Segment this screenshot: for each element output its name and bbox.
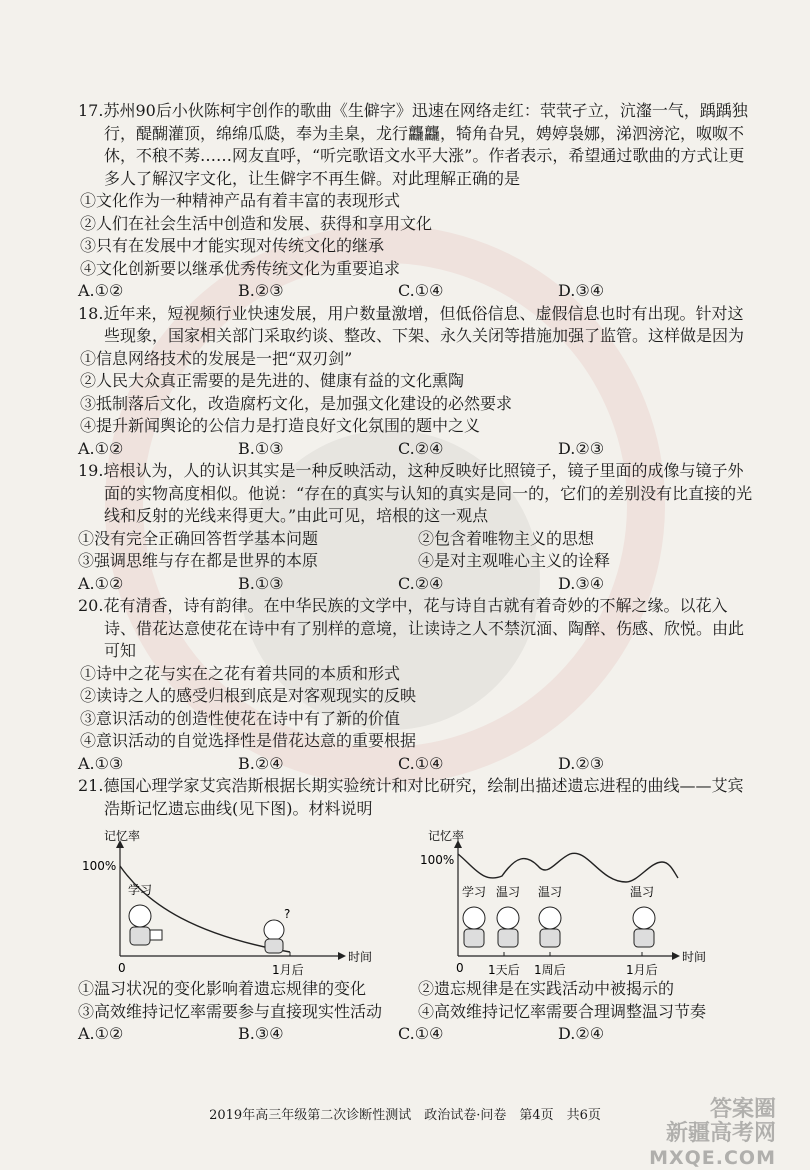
chart-1-annotation: 学习 (128, 883, 153, 897)
chart-2-annotation: 温习 (538, 885, 563, 899)
option: ①文化作为一种精神产品有着丰富的表现形式 (80, 191, 401, 210)
question-number: 18. (78, 303, 104, 323)
chart-2-annotation: 温习 (496, 885, 521, 899)
question-stem: 近年来，短视频行业快速发展，用户数量激增，但低俗信息、虚假信息也时有出现。针对这些现象，国家相关部门采取约谈、整改、下架、永久关闭等措施加强了监管。这样做是因为 (103, 303, 745, 345)
option-row (78, 528, 758, 551)
chart-1-x-arrow (338, 952, 346, 960)
answer-choices (78, 753, 758, 776)
option: ①诗中之花与实在之花有着共同的本质和形式 (80, 663, 401, 683)
confused-student-icon (264, 920, 284, 953)
page-footer: 2019年高三年级第二次诊断性测试 政治试卷·问卷 第4页 共6页 (209, 1108, 601, 1123)
chart-1-xtick: 1月后 (272, 963, 304, 977)
answer-c[interactable]: C.②④ (398, 573, 444, 593)
chart-2-ytick: 100% (420, 853, 455, 867)
option-row (78, 550, 758, 573)
question-21 (78, 775, 758, 1046)
question-stem: 德国心理学家艾宾浩斯根据长期实验统计和对比研究，绘制出描述遗忘进程的曲线——艾宾浩斯记忆遗忘曲线(见下图)。材料说明 (103, 776, 744, 818)
option: ④高效维持记忆率需要合理调整温习节奏 (418, 1001, 707, 1021)
student-figure-icon (539, 907, 561, 947)
answer-b[interactable]: B.①③ (238, 573, 284, 593)
chart-2-ylabel: 记忆率 (428, 829, 465, 843)
option: ①温习状况的变化影响着遗忘规律的变化 (78, 979, 367, 998)
chart-1-ytick: 100% (82, 859, 117, 873)
chart-2-xtick: 1月后 (626, 963, 658, 977)
chart-2-xtick: 1天后 (488, 963, 520, 977)
question-number: 19. (78, 461, 104, 480)
answer-c[interactable]: C.①④ (398, 753, 444, 773)
forgetting-curve-svg (78, 826, 758, 978)
chart-2-x-arrow (672, 952, 680, 960)
option: ④意识活动的自觉选择性是借花达意的重要根据 (80, 731, 417, 750)
option: ④是对主观唯心主义的诠释 (418, 551, 611, 570)
chart-1-ylabel: 记忆率 (104, 829, 141, 843)
option: ③高效维持记忆率需要参与直接现实性活动 (78, 1001, 383, 1021)
watermark-site: MXQE.COM (649, 1147, 776, 1169)
option: ④文化创新要以继承优秀传统文化为重要追求 (80, 258, 401, 278)
answer-d[interactable]: D.③④ (558, 281, 605, 300)
answer-d[interactable]: D.③④ (558, 573, 605, 593)
chart-2-annotation: 温习 (630, 885, 655, 899)
answer-a[interactable]: A.①② (78, 573, 124, 593)
answer-choices (78, 1023, 758, 1046)
answer-b[interactable]: B.②③ (238, 281, 284, 300)
answer-d[interactable]: D.②③ (558, 753, 605, 773)
question-number: 20. (78, 596, 104, 615)
chart-1-origin: 0 (118, 961, 126, 975)
chart-1-question-mark: ? (284, 907, 291, 921)
student-figure-icon (463, 907, 485, 947)
option: ②包含着唯物主义的思想 (418, 528, 595, 548)
question-20 (78, 595, 758, 775)
option: ①没有完全正确回答哲学基本问题 (78, 528, 319, 548)
chart-2 (420, 828, 706, 977)
option: ③强调思维与存在都是世界的本原 (78, 551, 319, 570)
option-row (78, 1001, 758, 1024)
answer-a[interactable]: A.①② (78, 1024, 124, 1043)
option: ②遗忘规律是在实践活动中被揭示的 (418, 979, 675, 998)
site-watermark (649, 1098, 776, 1170)
option: ③意识活动的创造性使花在诗中有了新的价值 (80, 708, 401, 728)
answer-a[interactable]: A.①③ (78, 753, 124, 773)
answer-b[interactable]: B.①③ (238, 438, 284, 458)
option: ②人们在社会生活中创造和发展、获得和享用文化 (80, 213, 433, 233)
answer-b[interactable]: B.③④ (238, 1024, 284, 1043)
student-figure-icon (497, 907, 519, 947)
answer-b[interactable]: B.②④ (238, 753, 284, 773)
question-18 (78, 303, 758, 461)
answer-d[interactable]: D.②④ (558, 1024, 605, 1043)
question-stem: 花有清香，诗有韵律。在中华民族的文学中，花与诗自古就有着奇妙的不解之缘。以花入诗、借花达意使花在诗中有了别样的意境，让读诗之人不禁沉湎、陶醉、伤感、欣悦。由此可知 (103, 596, 745, 660)
watermark-line1: 答案圈 (709, 1097, 776, 1122)
option: ④提升新闻舆论的公信力是打造良好文化氛围的题中之义 (80, 416, 481, 435)
student-figure-icon (129, 905, 162, 945)
chart-2-xlabel: 时间 (682, 950, 707, 964)
answer-a[interactable]: A.①② (78, 281, 124, 300)
chart-1 (82, 828, 372, 977)
option: ②读诗之人的感受归根到底是对客观现实的反映 (80, 686, 417, 705)
question-17 (78, 100, 758, 303)
chart-2-annotation: 学习 (462, 885, 487, 899)
answer-c[interactable]: C.①④ (398, 1024, 444, 1043)
option: ②人民大众真正需要的是先进的、健康有益的文化熏陶 (80, 371, 465, 390)
question-number: 21. (78, 776, 104, 795)
option-row (78, 978, 758, 1001)
watermark-line2: 新疆高考网 (665, 1121, 776, 1146)
question-stem: 培根认为，人的认识其实是一种反映活动，这种反映好比照镜子，镜子里面的成像与镜子外面的实物高度相似。他说：“存在的真实与认知的真实是同一的，它们的差别没有比直接的光线和反射的光线来得更大。”由此可见，培根的这一观点 (103, 461, 753, 525)
answer-c[interactable]: C.②④ (398, 438, 444, 458)
question-list (78, 100, 758, 1046)
chart-1-xlabel: 时间 (348, 950, 373, 964)
chart-2-origin: 0 (456, 961, 464, 975)
question-stem: 苏州90后小伙陈柯宇创作的歌曲《生僻字》迅速在网络走红：茕茕孑立，沆瀣一气，踽踽独行，醍醐灌顶，绵绵瓜瓞，奉为圭臬，龙行龘龘，犄角旮旯，娉婷袅娜，涕泗滂沱，呶呶不休，不稂不莠……网友直呼，“听完歌语文水平大涨”。作者表示，希望通过歌曲的方式让更多人了解汉字文化，让生僻字不再生僻。对此理解正确的是 (103, 101, 748, 188)
chart-2-curve (458, 853, 678, 882)
option: ③抵制落后文化，改造腐朽文化，是加强文化建设的必然要求 (80, 393, 513, 413)
question-number: 17. (78, 101, 104, 120)
answer-c[interactable]: C.①④ (398, 281, 444, 300)
option: ③只有在发展中才能实现对传统文化的继承 (80, 236, 385, 255)
answer-a[interactable]: A.①② (78, 438, 124, 458)
answer-choices (78, 438, 758, 461)
student-figure-icon (633, 907, 655, 947)
option: ①信息网络技术的发展是一把“双刃剑” (80, 348, 353, 368)
answer-choices (78, 280, 758, 303)
answer-d[interactable]: D.②③ (558, 438, 605, 458)
forgetting-curve-figures (78, 826, 758, 978)
answer-choices (78, 573, 758, 596)
chart-2-xtick: 1周后 (534, 963, 566, 977)
question-19 (78, 460, 758, 595)
